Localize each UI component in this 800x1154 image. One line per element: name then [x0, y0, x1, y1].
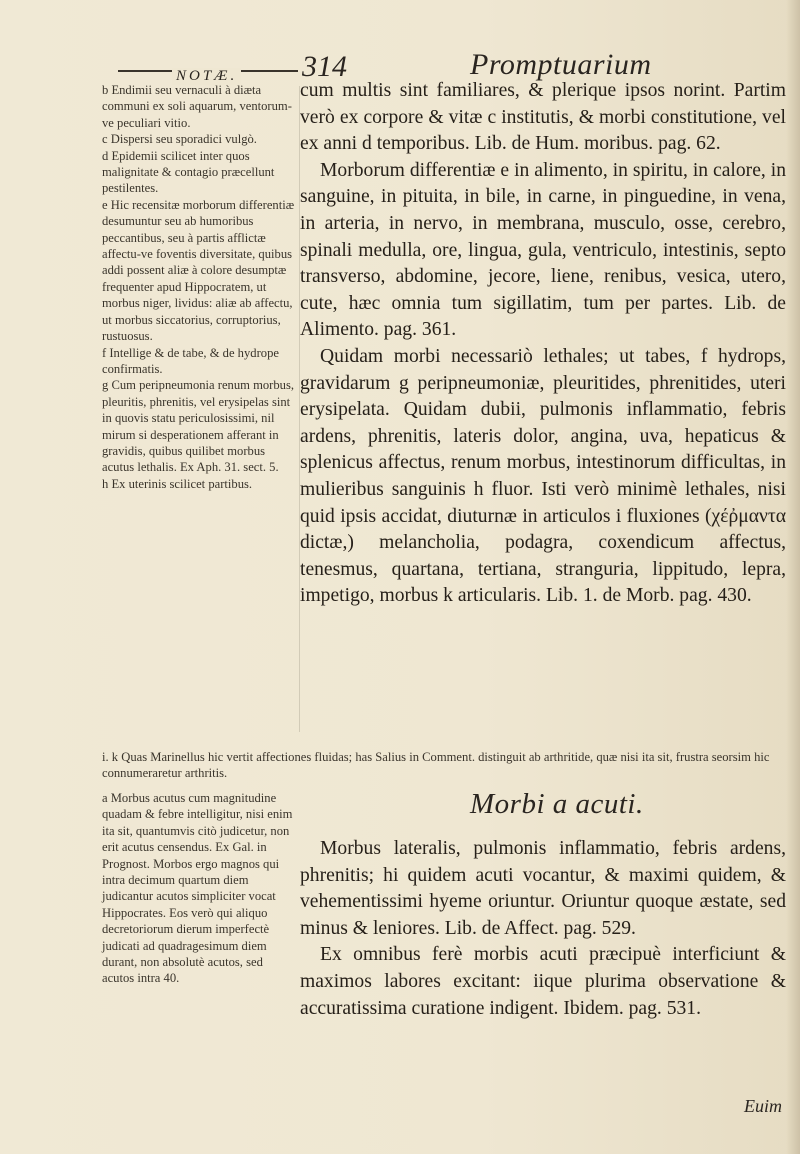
main-text-top — [300, 78, 786, 610]
main-text-bottom — [300, 836, 786, 1022]
paragraph-5: Ex omnibus ferè morbis acuti præcipuè interficiunt & maximos labores excitant: iique plurima observatione & accuratissima curatione indigent. Ibidem. pag. 531. — [300, 944, 786, 1019]
marginal-notes-top — [102, 82, 298, 492]
note-f: f Intellige & de tabe, & de hydrope confirmatis. — [102, 345, 279, 376]
running-title: Promptuarium — [470, 48, 652, 81]
paragraph-3: Quidam morbi necessariò lethales; ut tabes, f hydrops, gravidarum g peripneumoniæ, pleuritides, phrenitides, uteri erysipelata. Quidam dubii, pulmonis inflammatio, febris ardens, phrenitis, lateris dolor, angina, uva, hepaticus & splenicus affectus, renum morbus, intestinorum difficultas, in mulieribus sanguinis h fluor. Isti verò minimè lethales, nisi quid ipsis accidat, diuturnæ in articulos i fluxiones (χέῤμαντα dictæ,) melancholia, podagra, coxendicum affectus, tenesmus, quartana, tertiana, stranguria, lippitudo, lepra, impetigo, morbus k articularis. Lib. 1. de Morb. pag. 430. — [300, 345, 786, 607]
section-title: Morbi a acuti. — [470, 788, 644, 820]
note-a: a Morbus acutus cum magnitudine quadam & febre intelligitur, nisi enim ita sit, quantumvis citò judicetur, non erit acutus censendus. Ex Gal. in Prognost. Morbos ergo magnos qui intra decimum quartum diem judicantur acutos simpliciter vocat Hippocrates. Eos verò qui aliquo decretoriorum dierum imperfectè judicati ad quadragesimum diem durant, non absolutè acutos, sed acutos intra 40. — [102, 791, 293, 986]
paragraph-2: Morborum differentiæ e in alimento, in spiritu, in calore, in sanguine, in pituita, in bile, in carne, in pinguedine, in vena, in arteria, in nervo, in membrana, musculo, osse, cerebro, spinali medulla, ore, lingua, gula, ventriculo, intestinis, septo transverso, abdomine, jecore, liene, renibus, vesica, utero, cute, hæc omnia tum sigillatim, tum per partes. Lib. de Alimento. pag. 361. — [300, 159, 786, 341]
note-i-k: i. k Quas Marinellus hic vertit affectiones fluidas; has Salius in Comment. distinguit ab arthritide, quæ nisi ita sit, frustra seorsim hic connumeraretur arthritis. — [102, 749, 770, 780]
page-edge-shadow — [786, 0, 800, 1154]
note-g: g Cum peripneumonia renum morbus, pleuritis, phrenitis, vel erysipelas sint in quovis statu periculosissimi, nil mirum si desperationem afferant in gravidis, quibus quilibet morbus acutus lethalis. Ex Aph. 31. sect. 5. — [102, 378, 295, 475]
notes-heading: NOTÆ. — [172, 68, 241, 85]
note-d: d Epidemii scilicet inter quos malignitate & contagio præcellunt pestilentes. — [102, 148, 275, 196]
note-h: h Ex uterinis scilicet partibus. — [102, 476, 253, 491]
page-number: 314 — [302, 50, 347, 83]
paragraph-1: cum multis sint familiares, & plerique ipsos norint. Partim verò ex corpore & vitæ c institutis, & morbi constitutione, vel ex anni d temporibus. Lib. de Hum. moribus. pag. 62. — [300, 80, 786, 155]
note-c: c Dispersi seu sporadici vulgò. — [102, 132, 257, 147]
note-e: e Hic recensitæ morborum differentiæ desumuntur seu ab humoribus peccantibus, seu à partis afflictæ affectu-ve foventis diversitate, quibus addi possent aliæ à colore desumptæ frequenter apud Hippocratem, ut morbus niger, lividus: aliæ ab affectu, ut morbus siccatorius, corruptorius, rustuosus. — [102, 197, 295, 344]
catchword: Euim — [744, 1096, 782, 1116]
marginal-notes-bottom — [102, 790, 298, 987]
note-b: b Endimii seu vernaculi à diæta communi ex soli aquarum, ventorum-ve peculiari vitio. — [102, 83, 292, 130]
paragraph-4: Morbus lateralis, pulmonis inflammatio, febris ardens, phrenitis; hi quidem acuti vocantur, & maximi quidem, & vehementissimi hyeme oriuntur. Oriuntur quoque æstate, sed minus & leniores. Lib. de Affect. pag. 529. — [300, 838, 786, 939]
